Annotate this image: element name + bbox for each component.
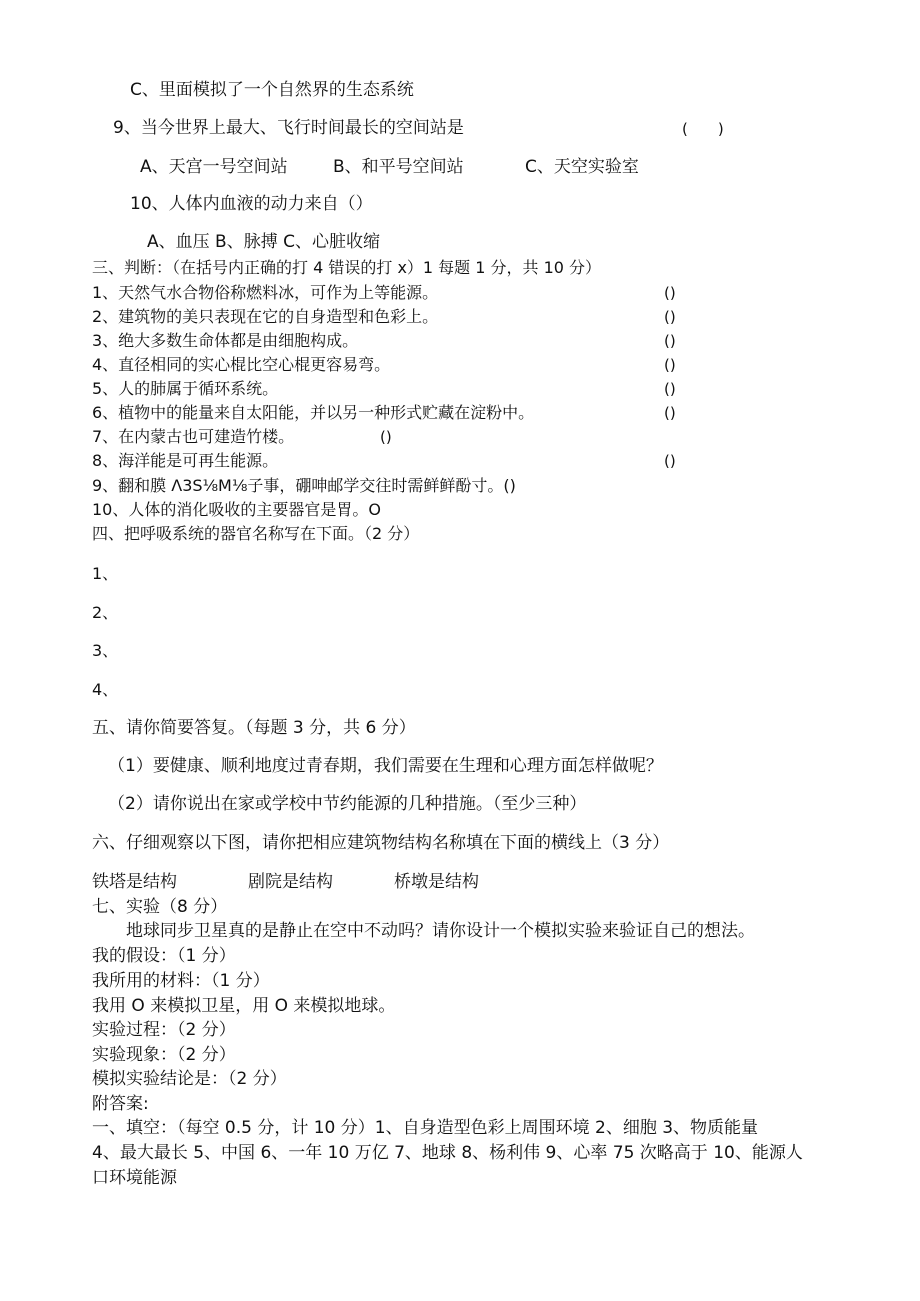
judge-item-3: 3、绝大多数生命体都是由细胞构成。 — [92, 331, 359, 350]
experiment-hypothesis: 我的假设：（1 分） — [92, 946, 236, 966]
judge-item-7-paren: () — [380, 428, 392, 446]
organ-blank-1: 1、 — [92, 564, 119, 583]
judge-item-10: 10、人体的消化吸收的主要器官是胃。O — [92, 500, 381, 519]
judge-item-5: 5、人的肺属于循环系统。 — [92, 379, 279, 398]
choice-c-text: C、里面模拟了一个自然界的生态系统 — [130, 80, 414, 100]
judge-item-3-paren: () — [664, 332, 676, 350]
section-3-title: 三、判断：（在括号内正确的打 4 错误的打 x）1 每题 1 分，共 10 分） — [92, 258, 602, 277]
judge-item-7: 7、在内蒙古也可建造竹楼。 — [92, 427, 295, 446]
judge-item-1: 1、天然气水合物俗称燃料冰，可作为上等能源。 — [92, 283, 439, 302]
question-9-answer-paren: ( ) — [682, 120, 724, 138]
judge-item-8: 8、海洋能是可再生能源。 — [92, 451, 279, 470]
organ-blank-3: 3、 — [92, 641, 119, 660]
experiment-materials: 我所用的材料：（1 分） — [92, 971, 270, 991]
experiment-intro: 地球同步卫星真的是静止在空中不动吗？请你设计一个模拟实验来验证自己的想法。 — [126, 921, 755, 941]
answers-line-3: 口环境能源 — [92, 1168, 177, 1188]
structure-theater: 剧院是结构 — [248, 872, 333, 892]
answers-line-1: 一、填空：（每空 0.5 分，计 10 分）1、自身造型色彩上周围环境 2、细胞 3、物质能量 — [92, 1118, 759, 1138]
organ-blank-2: 2、 — [92, 603, 119, 622]
question-10-text: 10、人体内血液的动力来自（） — [130, 194, 373, 214]
judge-item-2: 2、建筑物的美只表现在它的自身造型和色彩上。 — [92, 307, 439, 326]
experiment-model: 我用 O 来模拟卫星，用 O 来模拟地球。 — [92, 996, 396, 1016]
section-4-title: 四、把呼吸系统的器官名称写在下面。（2 分） — [92, 524, 420, 543]
judge-item-6-paren: () — [664, 404, 676, 422]
structure-tower: 铁塔是结构 — [92, 872, 177, 892]
judge-item-9: 9、翻和膜 Λ3S⅛M⅛子事，硼呻邮学交往时需鲜鲜酚寸。() — [92, 476, 516, 495]
experiment-phenomenon: 实验现象：（2 分） — [92, 1045, 236, 1065]
question-10-options: A、血压 B、脉搏 C、心脏收缩 — [147, 232, 380, 252]
question-9-option-a: A、天宫一号空间站 — [140, 157, 288, 177]
judge-item-8-paren: () — [664, 452, 676, 470]
structure-pier: 桥墩是结构 — [394, 872, 479, 892]
section-5-title: 五、请你简要答复。（每题 3 分，共 6 分） — [92, 718, 416, 738]
short-answer-2: （2）请你说出在家或学校中节约能源的几种措施。（至少三种） — [108, 794, 587, 814]
organ-blank-4: 4、 — [92, 680, 119, 699]
answers-line-2: 4、最大最长 5、中国 6、一年 10 万亿 7、地球 8、杨利伟 9、心率 75 次略高于 10、能源人 — [92, 1143, 803, 1163]
question-9-text: 9、当今世界上最大、飞行时间最长的空间站是 — [113, 118, 464, 138]
judge-item-2-paren: () — [664, 308, 676, 326]
answers-title: 附答案: — [92, 1094, 149, 1114]
question-9-option-b: B、和平号空间站 — [333, 157, 464, 177]
section-6-title: 六、仔细观察以下图，请你把相应建筑物结构名称填在下面的横线上（3 分） — [92, 833, 670, 853]
judge-item-1-paren: () — [664, 284, 676, 302]
experiment-conclusion: 模拟实验结论是：（2 分） — [92, 1069, 287, 1089]
experiment-process: 实验过程：（2 分） — [92, 1020, 236, 1040]
short-answer-1: （1）要健康、顺利地度过青春期，我们需要在生理和心理方面怎样做呢？ — [108, 756, 663, 776]
section-7-title: 七、实验（8 分） — [92, 897, 228, 917]
judge-item-4-paren: () — [664, 356, 676, 374]
judge-item-4: 4、直径相同的实心棍比空心棍更容易弯。 — [92, 355, 391, 374]
question-9-option-c: C、天空实验室 — [525, 157, 639, 177]
judge-item-5-paren: () — [664, 380, 676, 398]
judge-item-6: 6、植物中的能量来自太阳能，并以另一种形式贮藏在淀粉中。 — [92, 403, 535, 422]
